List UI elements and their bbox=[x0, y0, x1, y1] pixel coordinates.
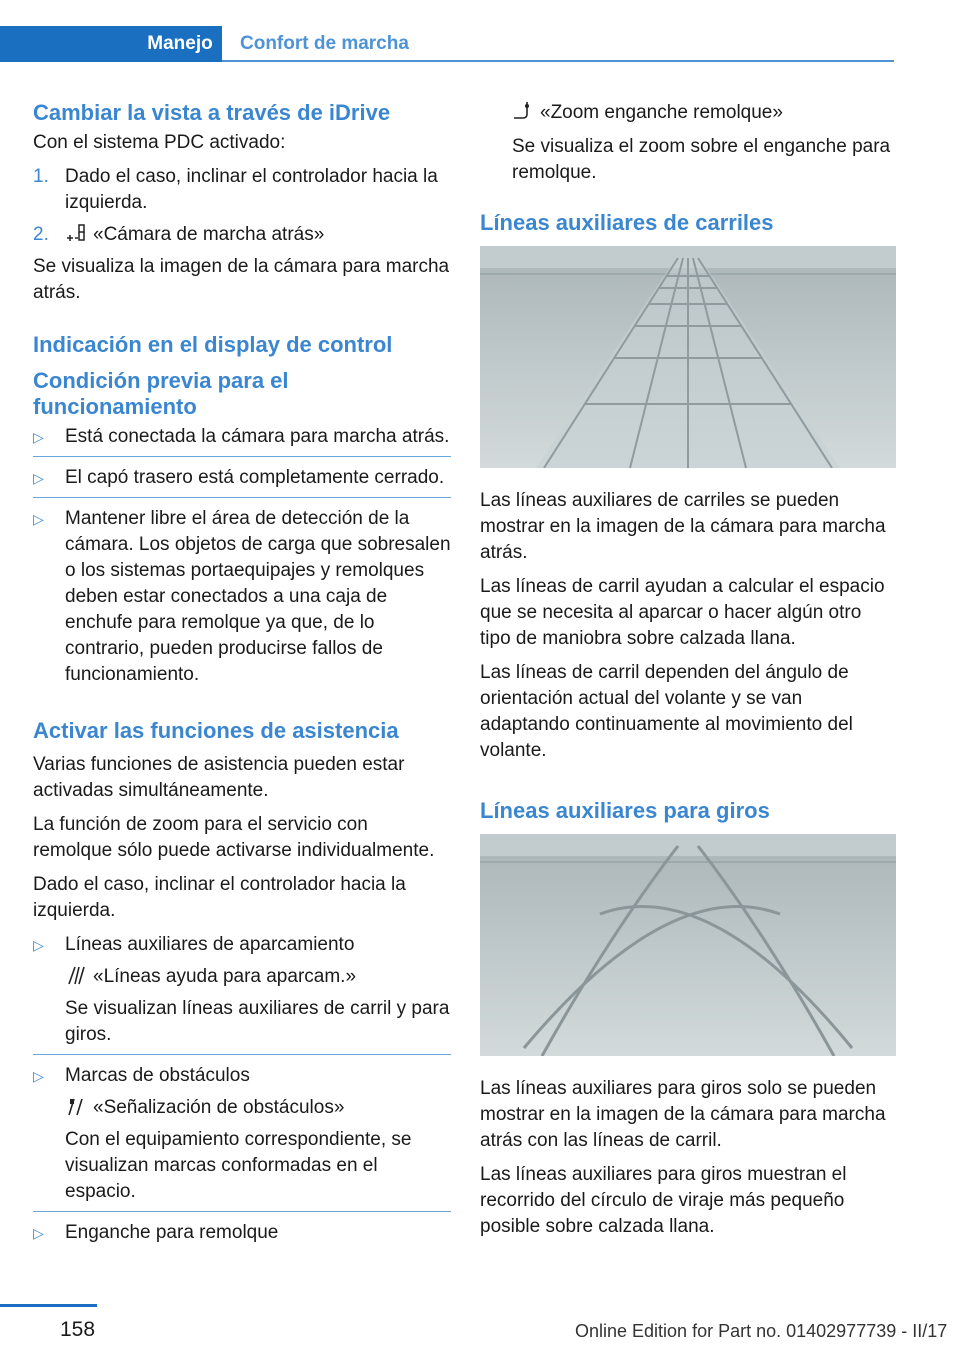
step-2 bbox=[33, 222, 451, 248]
step-text: «Cámara de marcha atrás» bbox=[93, 224, 325, 245]
assist-list bbox=[33, 932, 451, 1252]
step-number: 1. bbox=[33, 166, 49, 187]
paragraph-image-shown: Se visualiza la imagen de la cámara para marcha atrás. bbox=[33, 256, 450, 303]
step-number: 2. bbox=[33, 224, 49, 245]
step-1 bbox=[33, 164, 451, 216]
paragraph-assist-1: Varias funciones de asistencia pueden estar activadas simultáneamente. bbox=[33, 754, 405, 801]
lane-lines-image bbox=[480, 246, 896, 468]
heading-activate-assist: Activar las funciones de asistencia bbox=[33, 718, 399, 743]
triangle-bullet-icon: ▷ bbox=[33, 511, 44, 527]
list-item bbox=[33, 932, 451, 1055]
paragraph-assist-3: Dado el caso, inclinar el controlador hacia la izquierda. bbox=[33, 874, 406, 921]
paragraph-zoom: Se visualiza el zoom sobre el enganche para remolque. bbox=[512, 136, 891, 183]
menu-item-parking-lines: «Líneas ayuda para aparcam.» bbox=[93, 966, 357, 987]
left-column bbox=[33, 100, 451, 1260]
paragraph-turns-1: Las líneas auxiliares para giros solo se pueden mostrar en la imagen de la cámara para marcha atrás con las líneas de carril. bbox=[480, 1078, 886, 1151]
tab-manejo[interactable]: Manejo bbox=[147, 33, 213, 54]
heading-change-view: Cambiar la vista a través de iDrive bbox=[33, 100, 391, 125]
right-column bbox=[480, 100, 896, 1248]
assist-title: Líneas auxiliares de aparcamiento bbox=[65, 934, 355, 955]
triangle-bullet-icon: ▷ bbox=[33, 1225, 44, 1241]
paragraph-lanes-2: Las líneas de carril ayudan a calcular el espacio que se necesita al aparcar o hacer algún otro tipo de maniobra sobre calzada llana. bbox=[480, 576, 885, 649]
menu-item-obstacle-markers: «Señalización de obstáculos» bbox=[93, 1097, 345, 1118]
parking-lines-icon bbox=[65, 964, 87, 986]
step-text: Dado el caso, inclinar el controlador hacia la izquierda. bbox=[65, 166, 438, 213]
heading-display: Indicación en el display de control bbox=[33, 332, 393, 357]
list-item bbox=[33, 1220, 451, 1252]
paragraph-turns-2: Las líneas auxiliares para giros muestran el recorrido del círculo de viraje más pequeño posible sobre calzada llana. bbox=[480, 1164, 847, 1237]
triangle-bullet-icon: ▷ bbox=[33, 429, 44, 445]
footer-rule bbox=[0, 1304, 97, 1307]
page-number: 158 bbox=[60, 1318, 96, 1341]
rear-camera-icon bbox=[65, 222, 87, 244]
list-item bbox=[33, 1063, 451, 1212]
list-item: ▷ Mantener libre el área de detección de la cámara. Los objetos de carga que sobresalen o los sistemas portaequipajes y remolques deben estar conectados a una caja de enchufe para remolque ya que, de lo contrario, pueden producirse fallos de funcionamiento. bbox=[33, 508, 451, 685]
trailer-hitch-icon bbox=[512, 100, 534, 122]
triangle-bullet-icon: ▷ bbox=[33, 470, 44, 486]
obstacle-markers-icon bbox=[65, 1095, 87, 1117]
steps-list bbox=[33, 164, 451, 248]
precondition-list bbox=[33, 424, 451, 694]
list-item: ▷ El capó trasero está completamente cerrado. bbox=[33, 465, 451, 498]
triangle-bullet-icon: ▷ bbox=[33, 937, 44, 953]
assist-desc: Se visualizan líneas auxiliares de carril y para giros. bbox=[65, 998, 450, 1045]
heading-lane-lines: Líneas auxiliares de carriles bbox=[480, 210, 774, 235]
assist-title: Marcas de obstáculos bbox=[65, 1065, 250, 1086]
menu-item-zoom-hitch: «Zoom enganche remolque» bbox=[540, 102, 783, 123]
heading-turn-lines: Líneas auxiliares para giros bbox=[480, 798, 770, 823]
assist-title: Enganche para remolque bbox=[65, 1222, 279, 1243]
triangle-bullet-icon: ▷ bbox=[33, 1068, 44, 1084]
list-item: ▷ Está conectada la cámara para marcha atrás. bbox=[33, 424, 451, 457]
paragraph-lanes-3: Las líneas de carril dependen del ángulo de orientación actual del volante y se van adaptando continuamente al movimiento del volante. bbox=[480, 662, 853, 761]
header-divider bbox=[222, 60, 894, 62]
edition-note: Online Edition for Part no. 01402977739 - II/17 bbox=[575, 1321, 948, 1341]
assist-desc: Con el equipamiento correspondiente, se visualizan marcas conformadas en el espacio. bbox=[65, 1129, 412, 1202]
tab-confort-de-marcha[interactable]: Confort de marcha bbox=[240, 33, 409, 54]
paragraph-lanes-1: Las líneas auxiliares de carriles se pueden mostrar en la imagen de la cámara para marcha atrás. bbox=[480, 490, 886, 563]
heading-precondition: Condición previa para el funcionamiento bbox=[33, 368, 289, 419]
paragraph-pdc: Con el sistema PDC activado: bbox=[33, 132, 286, 153]
turn-lines-image bbox=[480, 834, 896, 1056]
paragraph-assist-2: La función de zoom para el servicio con remolque sólo puede activarse individualmente. bbox=[33, 814, 435, 861]
